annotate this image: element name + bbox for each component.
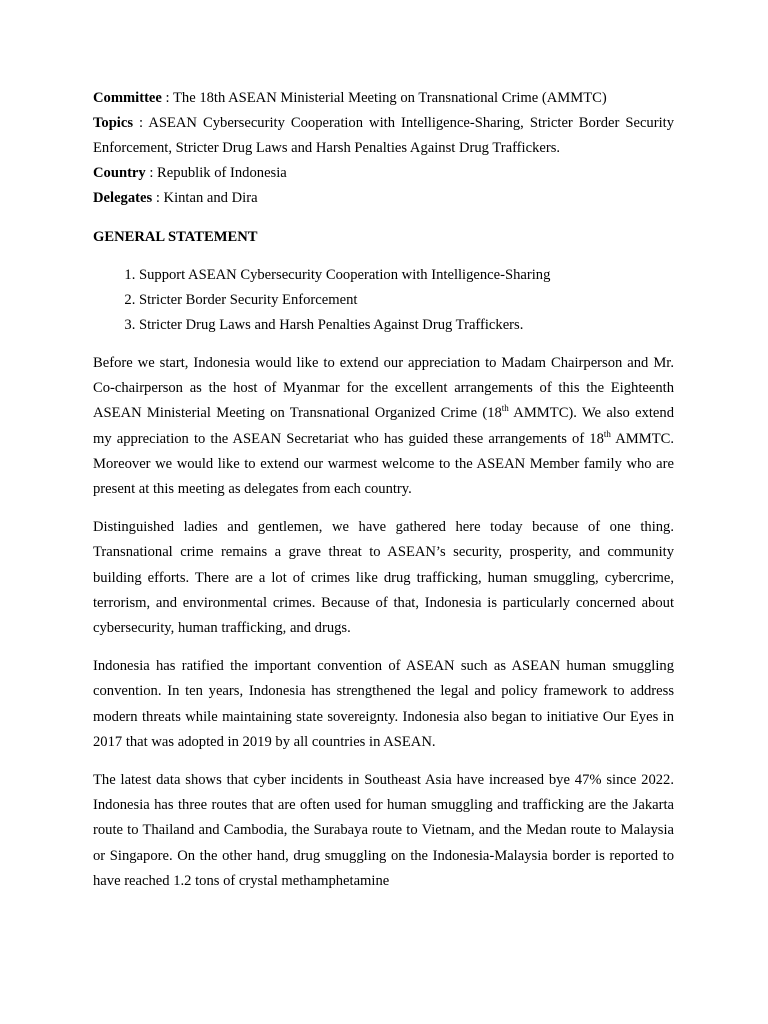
country-value: : Republik of Indonesia bbox=[145, 165, 287, 181]
delegates-label: Delegates bbox=[93, 190, 153, 206]
paragraph-text: AMMTC). We also extend my appreciation to the ASEAN Secretariat who has guided these arrangements of 18 bbox=[93, 405, 675, 447]
topics-value: : ASEAN Cybersecurity Cooperation with Intelligence-Sharing, Stricter Border Security Enforcement, Stricter Drug Laws and Harsh Penalties Against Drug Traffickers. bbox=[93, 115, 674, 156]
general-statement-list bbox=[93, 263, 674, 338]
paragraph-text: AMMTC. Moreover we would like to extend our warmest welcome to the ASEAN Member family who are present at this meeting as delegates from each country. bbox=[93, 430, 674, 498]
delegates-line bbox=[93, 186, 674, 211]
general-statement-heading: GENERAL STATEMENT bbox=[93, 229, 258, 245]
topics-line bbox=[93, 111, 674, 161]
list-item: 2. Stricter Border Security Enforcement bbox=[139, 288, 674, 313]
topics-label: Topics bbox=[93, 115, 134, 131]
paragraph-threat: Distinguished ladies and gentlemen, we have gathered here today because of one thing. Transnational crime remains a grave threat to ASEAN’s security, prosperity, and community building efforts. There are a lot of crimes like drug trafficking, human smuggling, cybercrime, terrorism, and environmental crimes. Because of that, Indonesia is particularly concerned about cybersecurity, human trafficking, and drugs. bbox=[93, 519, 674, 637]
country-line bbox=[93, 161, 674, 186]
committee-label: Committee bbox=[93, 90, 162, 106]
document-page bbox=[93, 86, 674, 894]
ordinal-suffix: th bbox=[603, 428, 611, 439]
ordinal-suffix: th bbox=[501, 403, 509, 414]
paragraph-appreciation bbox=[93, 351, 674, 502]
country-label: Country bbox=[93, 165, 146, 181]
list-item: 1. Support ASEAN Cybersecurity Cooperation with Intelligence-Sharing bbox=[139, 263, 674, 288]
paragraph-data: The latest data shows that cyber incidents in Southeast Asia have increased bye 47% since 2022. Indonesia has three routes that are often used for human smuggling and trafficking are the Jakarta route to Thailand and Cambodia, the Surabaya route to Vietnam, and the Medan route to Malaysia or Singapore. On the other hand, drug smuggling on the Indonesia-Malaysia border is reported to have reached 1.2 tons of crystal methamphetamine bbox=[93, 772, 674, 889]
committee-line bbox=[93, 86, 674, 111]
delegates-value: : Kintan and Dira bbox=[152, 190, 258, 206]
list-item: 3. Stricter Drug Laws and Harsh Penalties Against Drug Traffickers. bbox=[139, 313, 674, 338]
paragraph-ratification: Indonesia has ratified the important convention of ASEAN such as ASEAN human smuggling convention. In ten years, Indonesia has strengthened the legal and policy framework to address modern threats while maintaining state sovereignty. Indonesia also began to initiative Our Eyes in 2017 that was adopted in 2019 by all countries in ASEAN. bbox=[93, 658, 674, 750]
paragraph-text: Before we start, Indonesia would like to extend our appreciation to Madam Chairperson and Mr. Co-chairperson as the host of Myanmar for the excellent arrangements of this the Eighteenth ASEAN Ministerial Meeting on Transnational Organized Crime (18 bbox=[93, 355, 674, 422]
committee-value: : The 18th ASEAN Ministerial Meeting on Transnational Crime (AMMTC) bbox=[161, 90, 607, 106]
